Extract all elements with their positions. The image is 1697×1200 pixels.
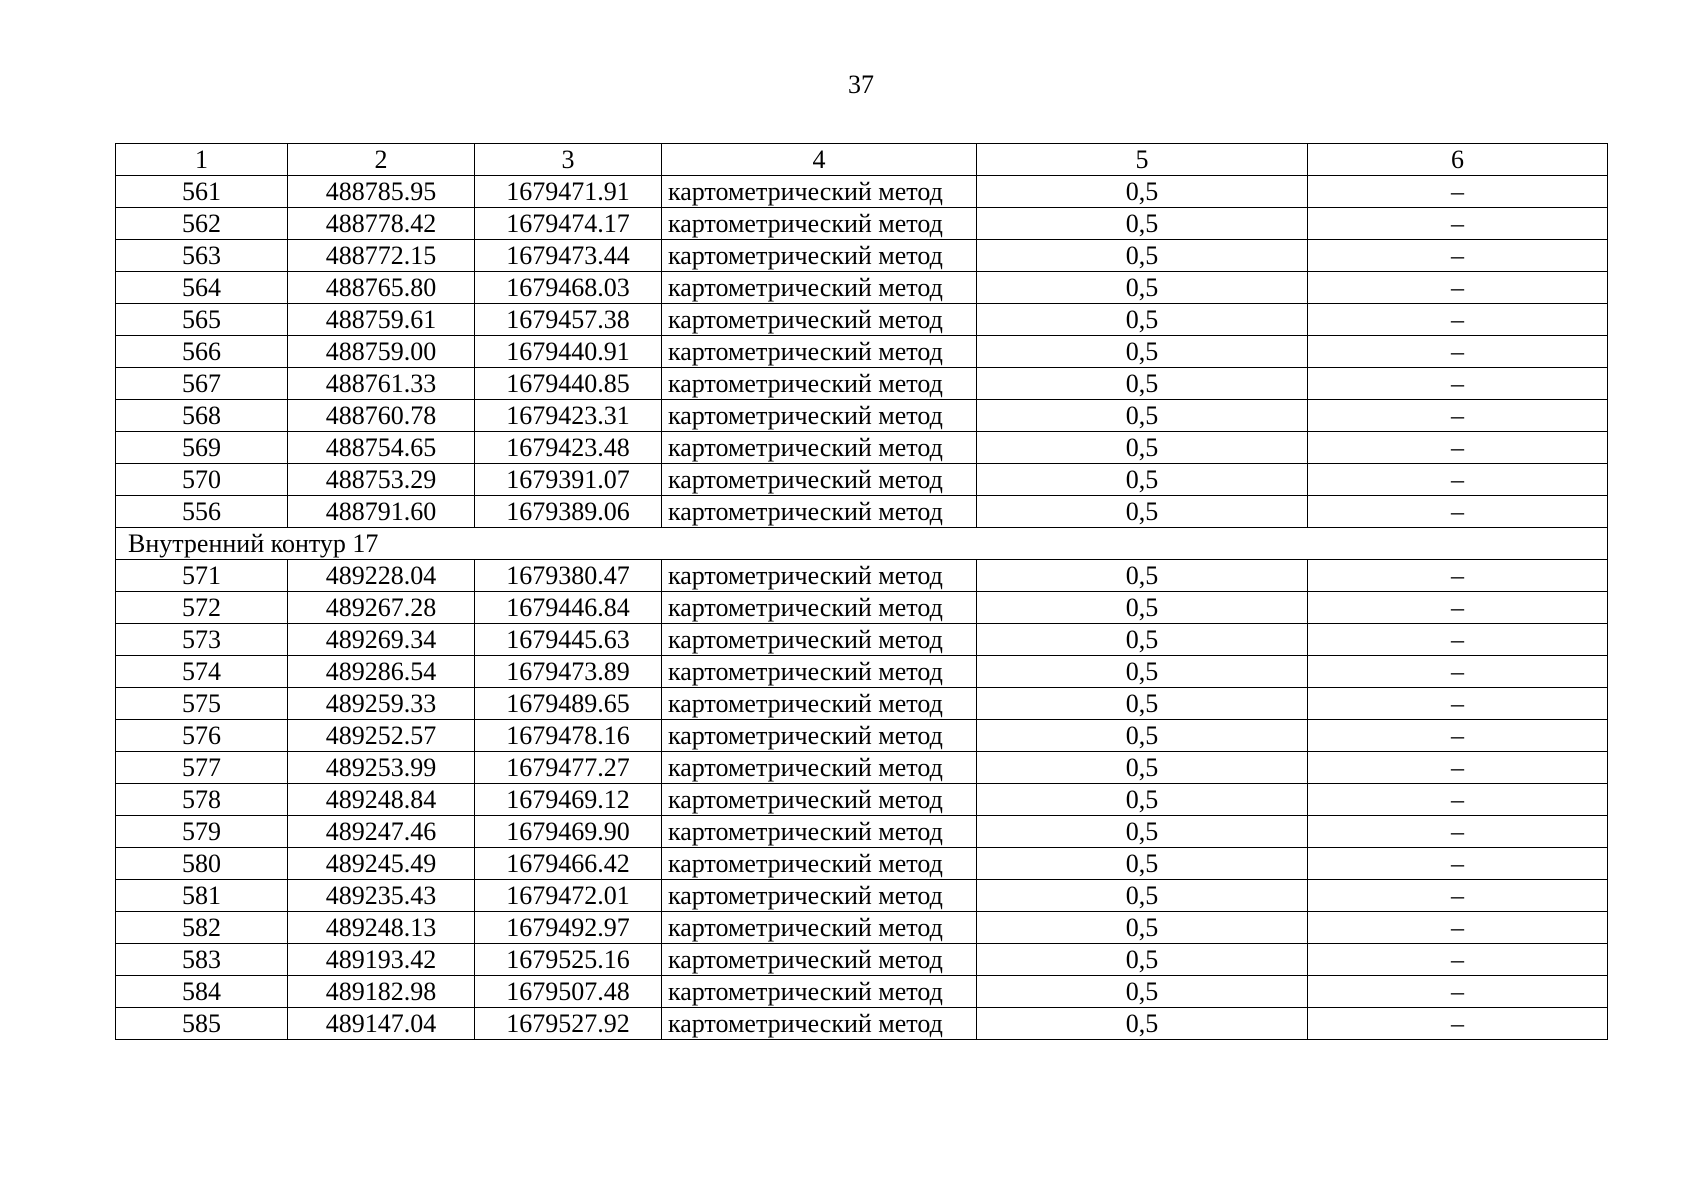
x-coordinate-cell: 489259.33: [288, 688, 475, 720]
accuracy-cell: 0,5: [977, 464, 1308, 496]
x-coordinate-cell: 489253.99: [288, 752, 475, 784]
y-coordinate-cell: 1679525.16: [475, 944, 662, 976]
accuracy-cell: 0,5: [977, 624, 1308, 656]
description-cell: –: [1308, 784, 1608, 816]
x-coordinate-cell: 488761.33: [288, 368, 475, 400]
accuracy-cell: 0,5: [977, 656, 1308, 688]
y-coordinate-cell: 1679527.92: [475, 1008, 662, 1040]
point-number-cell: 574: [116, 656, 288, 688]
description-cell: –: [1308, 944, 1608, 976]
table-row: [116, 240, 1608, 272]
description-cell: –: [1308, 976, 1608, 1008]
accuracy-cell: 0,5: [977, 304, 1308, 336]
accuracy-cell: 0,5: [977, 176, 1308, 208]
table-row: [116, 592, 1608, 624]
accuracy-cell: 0,5: [977, 272, 1308, 304]
point-number-cell: 564: [116, 272, 288, 304]
x-coordinate-cell: 488753.29: [288, 464, 475, 496]
method-cell: картометрический метод: [662, 560, 977, 592]
method-cell: картометрический метод: [662, 784, 977, 816]
accuracy-cell: 0,5: [977, 976, 1308, 1008]
accuracy-cell: 0,5: [977, 1008, 1308, 1040]
method-cell: картометрический метод: [662, 432, 977, 464]
method-cell: картометрический метод: [662, 496, 977, 528]
table-row: [116, 304, 1608, 336]
table-row: [116, 624, 1608, 656]
point-number-cell: 570: [116, 464, 288, 496]
description-cell: –: [1308, 368, 1608, 400]
table-row: [116, 912, 1608, 944]
x-coordinate-cell: 489245.49: [288, 848, 475, 880]
method-cell: картометрический метод: [662, 624, 977, 656]
description-cell: –: [1308, 816, 1608, 848]
y-coordinate-cell: 1679440.85: [475, 368, 662, 400]
description-cell: –: [1308, 880, 1608, 912]
table-row: [116, 464, 1608, 496]
point-number-cell: 573: [116, 624, 288, 656]
y-coordinate-cell: 1679473.89: [475, 656, 662, 688]
y-coordinate-cell: 1679474.17: [475, 208, 662, 240]
header-row: [116, 144, 1608, 176]
method-cell: картометрический метод: [662, 880, 977, 912]
method-cell: картометрический метод: [662, 976, 977, 1008]
point-number-cell: 575: [116, 688, 288, 720]
y-coordinate-cell: 1679466.42: [475, 848, 662, 880]
y-coordinate-cell: 1679445.63: [475, 624, 662, 656]
table-row: [116, 400, 1608, 432]
method-cell: картометрический метод: [662, 816, 977, 848]
method-cell: картометрический метод: [662, 304, 977, 336]
header-cell: 5: [977, 144, 1308, 176]
description-cell: –: [1308, 688, 1608, 720]
section-title: Внутренний контур 17: [116, 528, 1608, 560]
x-coordinate-cell: 488760.78: [288, 400, 475, 432]
accuracy-cell: 0,5: [977, 240, 1308, 272]
description-cell: –: [1308, 432, 1608, 464]
description-cell: –: [1308, 272, 1608, 304]
y-coordinate-cell: 1679507.48: [475, 976, 662, 1008]
table-row: [116, 1008, 1608, 1040]
point-number-cell: 585: [116, 1008, 288, 1040]
method-cell: картометрический метод: [662, 400, 977, 432]
table-row: [116, 336, 1608, 368]
table-row: [116, 272, 1608, 304]
point-number-cell: 556: [116, 496, 288, 528]
method-cell: картометрический метод: [662, 176, 977, 208]
page-number: 37: [848, 70, 874, 99]
point-number-cell: 561: [116, 176, 288, 208]
y-coordinate-cell: 1679472.01: [475, 880, 662, 912]
x-coordinate-cell: 489247.46: [288, 816, 475, 848]
point-number-cell: 583: [116, 944, 288, 976]
x-coordinate-cell: 489182.98: [288, 976, 475, 1008]
table-row: [116, 976, 1608, 1008]
x-coordinate-cell: 489267.28: [288, 592, 475, 624]
accuracy-cell: 0,5: [977, 336, 1308, 368]
table-row: [116, 496, 1608, 528]
description-cell: –: [1308, 304, 1608, 336]
table-row: [116, 784, 1608, 816]
description-cell: –: [1308, 400, 1608, 432]
point-number-cell: 578: [116, 784, 288, 816]
y-coordinate-cell: 1679489.65: [475, 688, 662, 720]
point-number-cell: 584: [116, 976, 288, 1008]
x-coordinate-cell: 489286.54: [288, 656, 475, 688]
accuracy-cell: 0,5: [977, 912, 1308, 944]
method-cell: картометрический метод: [662, 368, 977, 400]
y-coordinate-cell: 1679492.97: [475, 912, 662, 944]
description-cell: –: [1308, 1008, 1608, 1040]
x-coordinate-cell: 489248.13: [288, 912, 475, 944]
point-number-cell: 571: [116, 560, 288, 592]
description-cell: –: [1308, 176, 1608, 208]
point-number-cell: 576: [116, 720, 288, 752]
point-number-cell: 562: [116, 208, 288, 240]
x-coordinate-cell: 489252.57: [288, 720, 475, 752]
y-coordinate-cell: 1679389.06: [475, 496, 662, 528]
table-row: [116, 880, 1608, 912]
y-coordinate-cell: 1679380.47: [475, 560, 662, 592]
description-cell: –: [1308, 560, 1608, 592]
x-coordinate-cell: 488778.42: [288, 208, 475, 240]
x-coordinate-cell: 488791.60: [288, 496, 475, 528]
point-number-cell: 568: [116, 400, 288, 432]
table-row: [116, 752, 1608, 784]
accuracy-cell: 0,5: [977, 784, 1308, 816]
point-number-cell: 569: [116, 432, 288, 464]
y-coordinate-cell: 1679446.84: [475, 592, 662, 624]
accuracy-cell: 0,5: [977, 496, 1308, 528]
description-cell: –: [1308, 240, 1608, 272]
coordinates-table: [115, 143, 1608, 1040]
y-coordinate-cell: 1679423.31: [475, 400, 662, 432]
table-row: [116, 816, 1608, 848]
accuracy-cell: 0,5: [977, 208, 1308, 240]
accuracy-cell: 0,5: [977, 752, 1308, 784]
description-cell: –: [1308, 496, 1608, 528]
accuracy-cell: 0,5: [977, 848, 1308, 880]
table-row: [116, 560, 1608, 592]
point-number-cell: 566: [116, 336, 288, 368]
description-cell: –: [1308, 336, 1608, 368]
method-cell: картометрический метод: [662, 720, 977, 752]
method-cell: картометрический метод: [662, 688, 977, 720]
table-body: [116, 144, 1608, 1040]
header-cell: 2: [288, 144, 475, 176]
description-cell: –: [1308, 752, 1608, 784]
y-coordinate-cell: 1679471.91: [475, 176, 662, 208]
point-number-cell: 581: [116, 880, 288, 912]
point-number-cell: 572: [116, 592, 288, 624]
point-number-cell: 580: [116, 848, 288, 880]
table-row: [116, 656, 1608, 688]
y-coordinate-cell: 1679473.44: [475, 240, 662, 272]
point-number-cell: 565: [116, 304, 288, 336]
x-coordinate-cell: 489228.04: [288, 560, 475, 592]
method-cell: картометрический метод: [662, 272, 977, 304]
y-coordinate-cell: 1679440.91: [475, 336, 662, 368]
y-coordinate-cell: 1679469.12: [475, 784, 662, 816]
method-cell: картометрический метод: [662, 912, 977, 944]
y-coordinate-cell: 1679457.38: [475, 304, 662, 336]
y-coordinate-cell: 1679477.27: [475, 752, 662, 784]
section-row: [116, 528, 1608, 560]
x-coordinate-cell: 488759.61: [288, 304, 475, 336]
description-cell: –: [1308, 912, 1608, 944]
x-coordinate-cell: 488772.15: [288, 240, 475, 272]
x-coordinate-cell: 489147.04: [288, 1008, 475, 1040]
table-row: [116, 176, 1608, 208]
point-number-cell: 582: [116, 912, 288, 944]
method-cell: картометрический метод: [662, 240, 977, 272]
description-cell: –: [1308, 592, 1608, 624]
accuracy-cell: 0,5: [977, 592, 1308, 624]
accuracy-cell: 0,5: [977, 720, 1308, 752]
method-cell: картометрический метод: [662, 848, 977, 880]
x-coordinate-cell: 488759.00: [288, 336, 475, 368]
method-cell: картометрический метод: [662, 752, 977, 784]
point-number-cell: 563: [116, 240, 288, 272]
accuracy-cell: 0,5: [977, 944, 1308, 976]
y-coordinate-cell: 1679469.90: [475, 816, 662, 848]
x-coordinate-cell: 489235.43: [288, 880, 475, 912]
point-number-cell: 577: [116, 752, 288, 784]
table-row: [116, 208, 1608, 240]
method-cell: картометрический метод: [662, 208, 977, 240]
description-cell: –: [1308, 208, 1608, 240]
method-cell: картометрический метод: [662, 944, 977, 976]
point-number-cell: 579: [116, 816, 288, 848]
accuracy-cell: 0,5: [977, 880, 1308, 912]
table-row: [116, 848, 1608, 880]
description-cell: –: [1308, 720, 1608, 752]
method-cell: картометрический метод: [662, 464, 977, 496]
table-row: [116, 432, 1608, 464]
accuracy-cell: 0,5: [977, 688, 1308, 720]
x-coordinate-cell: 489248.84: [288, 784, 475, 816]
method-cell: картометрический метод: [662, 336, 977, 368]
point-number-cell: 567: [116, 368, 288, 400]
method-cell: картометрический метод: [662, 656, 977, 688]
description-cell: –: [1308, 624, 1608, 656]
method-cell: картометрический метод: [662, 592, 977, 624]
table-row: [116, 944, 1608, 976]
header-cell: 3: [475, 144, 662, 176]
accuracy-cell: 0,5: [977, 560, 1308, 592]
description-cell: –: [1308, 656, 1608, 688]
table-row: [116, 688, 1608, 720]
table-row: [116, 368, 1608, 400]
description-cell: –: [1308, 848, 1608, 880]
accuracy-cell: 0,5: [977, 432, 1308, 464]
accuracy-cell: 0,5: [977, 400, 1308, 432]
header-cell: 6: [1308, 144, 1608, 176]
x-coordinate-cell: 489269.34: [288, 624, 475, 656]
description-cell: –: [1308, 464, 1608, 496]
x-coordinate-cell: 488754.65: [288, 432, 475, 464]
method-cell: картометрический метод: [662, 1008, 977, 1040]
accuracy-cell: 0,5: [977, 368, 1308, 400]
x-coordinate-cell: 489193.42: [288, 944, 475, 976]
header-cell: 4: [662, 144, 977, 176]
y-coordinate-cell: 1679478.16: [475, 720, 662, 752]
x-coordinate-cell: 488765.80: [288, 272, 475, 304]
table-row: [116, 720, 1608, 752]
y-coordinate-cell: 1679423.48: [475, 432, 662, 464]
y-coordinate-cell: 1679468.03: [475, 272, 662, 304]
accuracy-cell: 0,5: [977, 816, 1308, 848]
y-coordinate-cell: 1679391.07: [475, 464, 662, 496]
header-cell: 1: [116, 144, 288, 176]
x-coordinate-cell: 488785.95: [288, 176, 475, 208]
